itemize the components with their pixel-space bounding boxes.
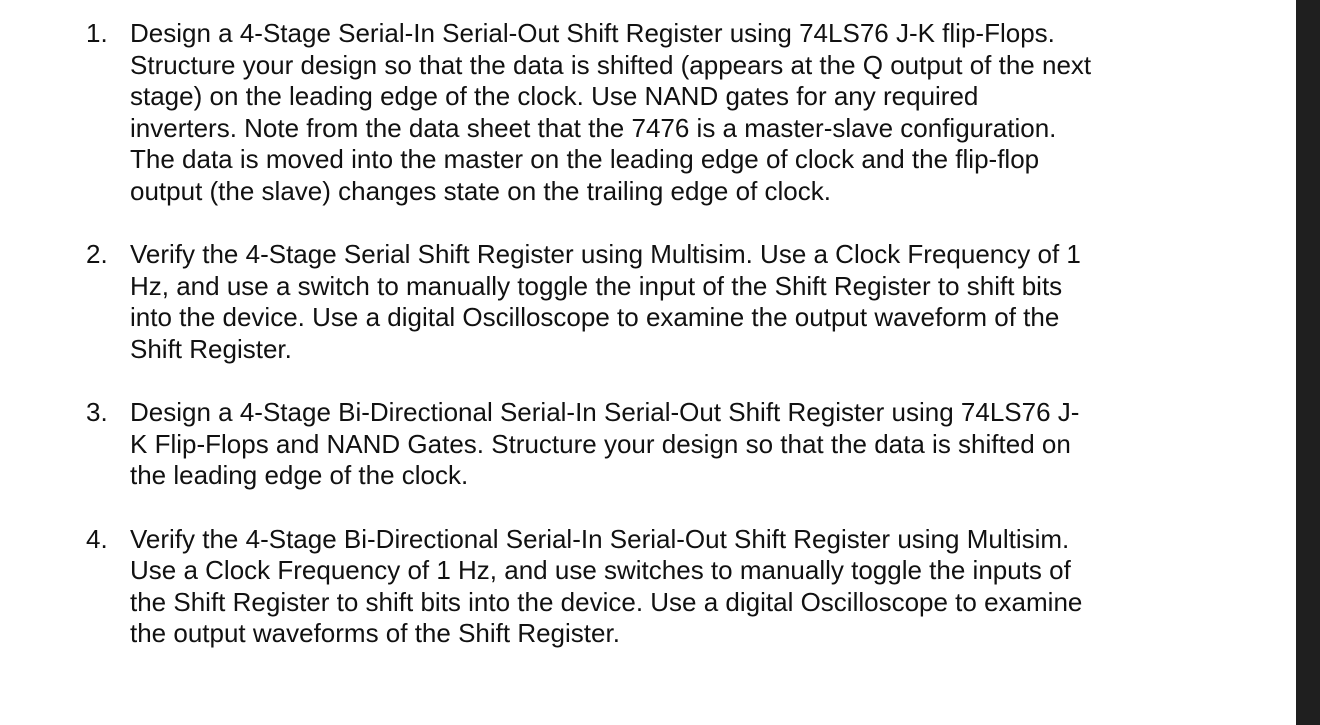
right-edge-panel	[1296, 0, 1320, 725]
item-text-line: Verify the 4-Stage Bi-Directional Serial-In Serial-Out Shift Register using Multisim.	[130, 523, 1070, 554]
item-text-line: Use a Clock Frequency of 1 Hz, and use switches to manually toggle the inputs of	[130, 555, 1071, 585]
item-text-line: the Shift Register to shift bits into the device. Use a digital Oscilloscope to examine	[130, 586, 1083, 617]
item-text-line: into the device. Use a digital Oscilloscope to examine the output waveform of the	[130, 302, 1060, 332]
item-text-line: the leading edge of the clock.	[130, 460, 469, 490]
list-item-2	[86, 239, 1166, 365]
item-number: 3.	[86, 397, 108, 427]
item-text-line: Hz, and use a switch to manually toggle the input of the Shift Register to shift bits	[130, 270, 1063, 301]
item-text-line: Design a 4-Stage Bi-Directional Serial-In Serial-Out Shift Register using 74LS76 J-	[130, 397, 1080, 427]
item-text-line: inverters. Note from the data sheet that the 7476 is a master-slave configuration.	[130, 112, 1057, 143]
item-text-line: Design a 4-Stage Serial-In Serial-Out Shift Register using 74LS76 J-K flip-Flops.	[130, 18, 1055, 48]
item-number: 1.	[86, 18, 108, 48]
list-item-4	[86, 524, 1166, 650]
item-number: 4.	[86, 523, 108, 554]
instruction-list	[86, 18, 1166, 682]
item-number: 2.	[86, 239, 108, 269]
item-text-line: the output waveforms of the Shift Register.	[130, 618, 620, 648]
item-text-line: Verify the 4-Stage Serial Shift Register using Multisim. Use a Clock Frequency of 1	[130, 239, 1081, 269]
item-text-line: Structure your design so that the data is shifted (appears at the Q output of the next	[130, 49, 1092, 80]
item-text-line: Shift Register.	[130, 333, 292, 364]
list-item-1	[86, 18, 1166, 207]
item-text-line: output (the slave) changes state on the trailing edge of clock.	[130, 175, 831, 206]
list-item-3	[86, 397, 1166, 492]
item-text-line: K Flip-Flops and NAND Gates. Structure your design so that the data is shifted on	[130, 428, 1071, 459]
item-text-line: The data is moved into the master on the leading edge of clock and the flip-flop	[130, 144, 1040, 174]
item-text-line: stage) on the leading edge of the clock. Use NAND gates for any required	[130, 81, 979, 111]
